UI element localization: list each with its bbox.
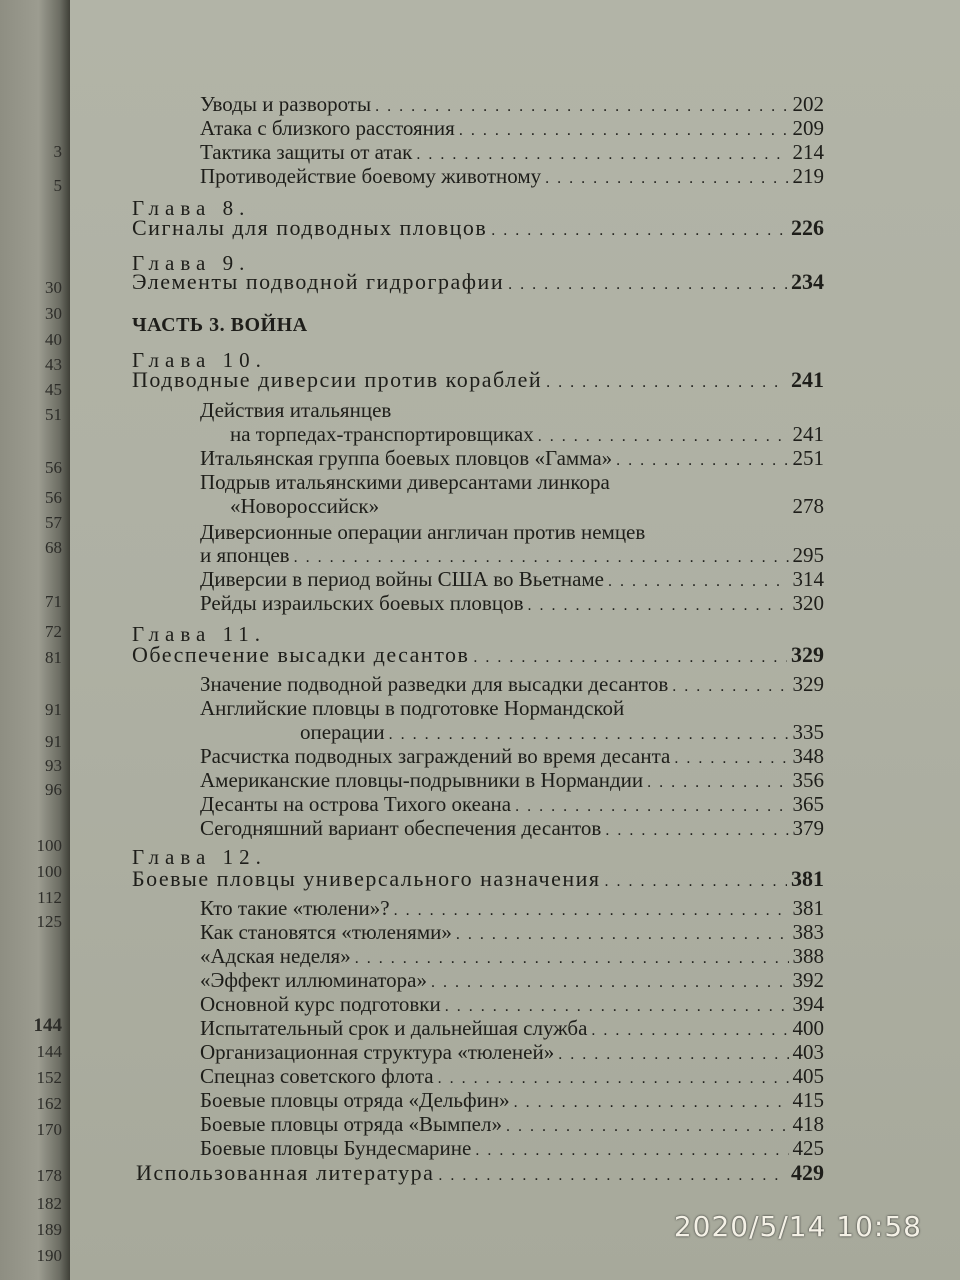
chapter-page-number: 329 (791, 642, 824, 667)
leader-dots (475, 1139, 788, 1163)
leader-dots (508, 273, 787, 297)
toc-entry-title: Боевые пловцы отряда «Вымпел» (200, 1112, 502, 1136)
toc-entry (200, 1064, 824, 1091)
toc-page-number: 251 (792, 446, 824, 470)
leader-dots (605, 870, 788, 894)
toc-entry-title: Основной курс подготовки (200, 992, 441, 1016)
chapter-label: Глава 8. (132, 196, 251, 220)
spine-number: 178 (36, 1166, 62, 1185)
toc-page-number: 415 (792, 1088, 824, 1112)
toc-entry (200, 543, 824, 570)
leader-dots (473, 646, 787, 670)
spine-number: 30 (45, 304, 62, 323)
toc-page-number: 400 (792, 1016, 824, 1040)
toc-page-number: 241 (792, 422, 824, 446)
table-of-contents (70, 0, 960, 1280)
leader-dots (546, 371, 787, 395)
spine-number: 144 (33, 1015, 62, 1036)
toc-page-number: 405 (792, 1064, 824, 1088)
toc-entry-title: Диверсии в период войны США во Вьетнаме (200, 567, 605, 591)
toc-entry (200, 672, 824, 699)
chapter-label: Глава 10. (132, 348, 267, 372)
spine-number: 72 (45, 622, 62, 641)
toc-entry (200, 968, 824, 995)
toc-entry-title: Боевые пловцы Бундесмарине (200, 1136, 472, 1160)
toc-entry-title: Испытательный срок и дальнейшая служба (200, 1016, 588, 1040)
toc-entry-title: Уводы и развороты (200, 92, 372, 116)
chapter-entry (132, 643, 824, 670)
toc-entry-title-line: Подрыв итальянскими диверсантами линкора (200, 470, 610, 494)
toc-entry (200, 591, 824, 618)
toc-entry-title: Атака с близкого расстояния (200, 116, 455, 140)
leader-dots (491, 219, 787, 243)
spine-number: 3 (53, 142, 62, 161)
chapter-label: Глава 12. (132, 845, 267, 869)
toc-entry-title: операции (300, 720, 385, 744)
chapter-label: Глава 11. (132, 622, 267, 646)
toc-page-number: 356 (792, 768, 824, 792)
spine-number: 182 (36, 1194, 62, 1213)
toc-entry (300, 720, 824, 747)
toc-page-number: 403 (792, 1040, 824, 1064)
toc-page-number: 425 (792, 1136, 824, 1160)
toc-entry-title-line: Действия итальянцев (200, 398, 392, 422)
spine-number: 5 (53, 176, 62, 195)
toc-entry-title: Итальянская группа боевых пловцов «Гамма» (200, 446, 613, 470)
leader-dots (528, 594, 789, 618)
spine-number: 125 (36, 912, 62, 931)
chapter-page-number: 381 (791, 866, 824, 891)
chapter-entry (132, 368, 824, 395)
spine-number: 144 (36, 1042, 62, 1061)
toc-entry-title: Боевые пловцы отряда «Дельфин» (200, 1088, 510, 1112)
toc-entry (230, 494, 824, 521)
spine-number: 71 (45, 592, 62, 611)
toc-entry (200, 164, 824, 191)
spine-number: 30 (45, 278, 62, 297)
toc-entry (200, 567, 824, 594)
spine-number: 68 (45, 538, 62, 557)
toc-page-number: 379 (792, 816, 824, 840)
toc-entry (200, 744, 824, 771)
toc-page-number: 329 (792, 672, 824, 696)
toc-entry-title-line: Диверсионные операции англичан против немцев (200, 520, 646, 544)
toc-entry-title: Тактика защиты от атак (200, 140, 413, 164)
toc-entry-title-line: Английские пловцы в подготовке Нормандской (200, 696, 625, 720)
toc-entry (200, 768, 824, 795)
toc-entry-title: Кто такие «тюлени»? (200, 896, 390, 920)
toc-page-number: 365 (792, 792, 824, 816)
chapter-page-number: 226 (791, 215, 824, 240)
spine-number: 189 (36, 1220, 62, 1239)
spine-number: 57 (45, 513, 62, 532)
toc-entry (200, 140, 824, 167)
toc-page-number: 348 (792, 744, 824, 768)
left-page-edge (0, 0, 70, 1280)
spine-number: 45 (45, 380, 62, 399)
chapter-label: Глава 9. (132, 251, 251, 275)
leader-dots (545, 167, 788, 191)
spine-number: 100 (36, 836, 62, 855)
toc-entry (200, 1136, 824, 1163)
spine-number: 190 (36, 1246, 62, 1265)
toc-page-number: 388 (792, 944, 824, 968)
chapter-entry (132, 867, 824, 894)
toc-page-number: 383 (792, 920, 824, 944)
chapter-title: Боевые пловцы универсального назначения (132, 866, 601, 891)
bibliography-entry (136, 1161, 824, 1188)
toc-entry-title: Спецназ советского флота (200, 1064, 434, 1088)
toc-page-number: 394 (792, 992, 824, 1016)
toc-entry-title: на торпедах-транспортировщиках (230, 422, 534, 446)
leader-dots (438, 1164, 787, 1188)
spine-number: 56 (45, 458, 62, 477)
toc-entry-title: «Эффект иллюминатора» (200, 968, 428, 992)
bibliography-title: Использованная литература (136, 1160, 435, 1185)
toc-entry (200, 1040, 824, 1067)
toc-page-number: 418 (792, 1112, 824, 1136)
spine-number: 152 (36, 1068, 62, 1087)
toc-entry-title: Как становятся «тюленями» (200, 920, 452, 944)
chapter-page-number: 234 (791, 269, 824, 294)
toc-entry (200, 920, 824, 947)
toc-page-number: 314 (792, 567, 824, 591)
chapter-entry (132, 270, 824, 297)
toc-entry (200, 92, 824, 119)
toc-page-number: 320 (792, 591, 824, 615)
toc-entry-title: Расчистка подводных заграждений во время десанта (200, 744, 671, 768)
toc-entry-title: Рейды израильских боевых пловцов (200, 591, 524, 615)
toc-page-number: 392 (792, 968, 824, 992)
toc-page-number: 278 (792, 494, 824, 518)
spine-number: 112 (37, 888, 62, 907)
toc-page-number: 209 (792, 116, 824, 140)
spine-number: 43 (45, 355, 62, 374)
toc-entry (200, 896, 824, 923)
toc-entry-title: Американские пловцы-подрывники в Нормандии (200, 768, 644, 792)
book-page (70, 0, 960, 1280)
toc-entry-title: Организационная структура «тюленей» (200, 1040, 555, 1064)
toc-page-number: 295 (792, 543, 824, 567)
toc-entry (200, 992, 824, 1019)
leader-dots (672, 675, 788, 699)
toc-entry (200, 1016, 824, 1043)
spine-number: 96 (45, 780, 62, 799)
toc-entry-title: Сегодняшний вариант обеспечения десантов (200, 816, 602, 840)
spine-number: 51 (45, 405, 62, 424)
chapter-title: Элементы подводной гидрографии (132, 269, 505, 294)
toc-page-number: 219 (792, 164, 824, 188)
toc-page-number: 335 (792, 720, 824, 744)
chapter-entry (132, 216, 824, 243)
toc-entry-title: «Адская неделя» (200, 944, 351, 968)
spine-number: 81 (45, 648, 62, 667)
toc-entry-title: Значение подводной разведки для высадки десантов (200, 672, 669, 696)
spine-number: 91 (45, 732, 62, 751)
toc-entry (200, 1112, 824, 1139)
chapter-page-number: 241 (791, 367, 824, 392)
toc-page-number: 214 (792, 140, 824, 164)
spine-number: 91 (45, 700, 62, 719)
toc-entry (200, 816, 824, 843)
part-heading: ЧАСТЬ 3. ВОЙНА (132, 314, 308, 336)
leader-dots (616, 449, 788, 473)
toc-page-number: 202 (792, 92, 824, 116)
toc-entry-title: Десанты на острова Тихого океана (200, 792, 512, 816)
toc-entry-title: Противодействие боевому животному (200, 164, 542, 188)
chapter-title: Сигналы для подводных пловцов (132, 215, 488, 240)
toc-entry (200, 1088, 824, 1115)
leader-dots (605, 819, 788, 843)
toc-entry (200, 116, 824, 143)
toc-entry (200, 446, 824, 473)
spine-number: 170 (36, 1120, 62, 1139)
toc-entry (200, 792, 824, 819)
toc-entry-title: и японцев (200, 543, 290, 567)
toc-page-number: 381 (792, 896, 824, 920)
toc-entry-title: «Новороссийск» (230, 494, 380, 518)
toc-entry (230, 422, 824, 449)
chapter-title: Подводные диверсии против кораблей (132, 367, 543, 392)
spine-number: 100 (36, 862, 62, 881)
spine-number: 40 (45, 330, 62, 349)
spine-number: 162 (36, 1094, 62, 1113)
bibliography-page-number: 429 (791, 1160, 824, 1185)
spine-number: 93 (45, 756, 62, 775)
photo-timestamp: 2020/5/14 10:58 (673, 1210, 922, 1243)
toc-entry (200, 944, 824, 971)
chapter-title: Обеспечение высадки десантов (132, 642, 470, 667)
spine-number: 56 (45, 488, 62, 507)
